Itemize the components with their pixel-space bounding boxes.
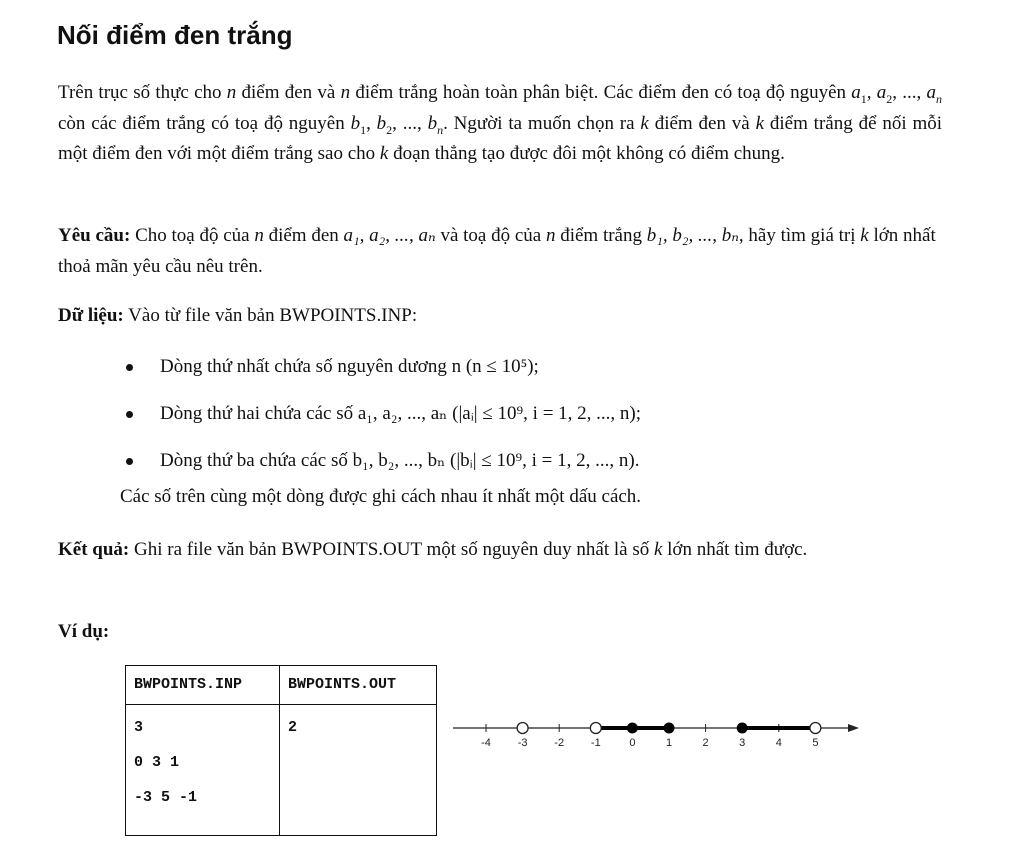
output-description: Kết quả: Ghi ra file văn bản BWPOINTS.OUT một số nguyên duy nhất là số k lớn nhất tìm được. xyxy=(58,539,808,560)
input-label: Dữ liệu: xyxy=(58,305,124,326)
list-item: Dòng thứ hai chứa các số a₁, a₂, ..., aₙ (|aᵢ| ≤ 10⁹, i = 1, 2, ..., n); xyxy=(100,399,960,446)
white-point xyxy=(810,723,821,734)
output-line: 2 xyxy=(288,719,298,736)
black-point xyxy=(664,723,675,734)
axis-arrow-icon xyxy=(848,724,859,732)
list-item: Dòng thứ nhất chứa số nguyên dương n (n ≤ 10⁵); xyxy=(100,352,960,399)
input-line: -3 5 -1 xyxy=(134,789,198,806)
output-cell xyxy=(280,705,437,836)
table-header-input: BWPOINTS.INP xyxy=(126,666,280,705)
black-point xyxy=(627,723,638,734)
bullet-icon xyxy=(126,364,133,371)
tick-label: -4 xyxy=(481,737,491,749)
input-line: 0 3 1 xyxy=(134,754,180,771)
input-cell xyxy=(126,705,280,836)
white-point xyxy=(517,723,528,734)
white-point xyxy=(590,723,601,734)
bullet-icon xyxy=(126,458,133,465)
black-point xyxy=(737,723,748,734)
tick-label: -2 xyxy=(554,737,565,749)
list-item: Dòng thứ ba chứa các số b₁, b₂, ..., bₙ (|bᵢ| ≤ 10⁹, i = 1, 2, ..., n). xyxy=(100,446,960,493)
tick-label: -1 xyxy=(590,737,601,749)
tick-label: 3 xyxy=(739,737,746,749)
table-header-row xyxy=(126,666,437,705)
tick-label: 2 xyxy=(702,737,709,749)
input-description: Dữ liệu: Vào từ file văn bản BWPOINTS.INP: xyxy=(58,305,418,326)
tick-label: -3 xyxy=(517,737,528,749)
intro-paragraph: Trên trục số thực cho n điểm đen và n điểm trắng hoàn toàn phân biệt. Các điểm đen có toạ độ nguyên $a_1$, $a_2$, ..., $a_n$ còn các điểm trắng có toạ độ nguyên $b_1$, $b_2$, ..., $b_n$. Người ta muốn chọn ra k điểm đen và k điểm trắng để nối mỗi một điểm đen với một điểm trắng sao cho k đoạn thẳng tạo được đôi một không có điểm chung. xyxy=(58,82,943,164)
table-header-output: BWPOINTS.OUT xyxy=(280,666,437,705)
example-table xyxy=(125,665,437,836)
tick-label: 1 xyxy=(665,737,673,749)
table-row xyxy=(126,705,437,836)
page-title: Nối điểm đen trắng xyxy=(57,20,293,50)
separator-note: Các số trên cùng một dòng được ghi cách nhau ít nhất một dấu cách. xyxy=(120,486,642,507)
tick-label: 4 xyxy=(775,737,782,749)
input-line: 3 xyxy=(134,719,144,736)
tick-label: 0 xyxy=(629,737,636,749)
bullet-icon xyxy=(126,411,133,418)
number-line-diagram xyxy=(445,710,865,760)
input-format-list xyxy=(100,352,960,493)
output-label: Kết quả: xyxy=(58,539,130,560)
example-label: Ví dụ: xyxy=(58,621,110,642)
tick-label: 5 xyxy=(812,737,819,749)
requirement-paragraph: Yêu cầu: Cho toạ độ của n điểm đen a₁, a₂, ..., aₙ và toạ độ của n điểm trắng b₁, b₂, ..., bₙ, hãy tìm giá trị k lớn nhất thoả mãn yêu cầu nêu trên. xyxy=(58,225,936,277)
requirement-label: Yêu cầu: xyxy=(58,225,131,246)
